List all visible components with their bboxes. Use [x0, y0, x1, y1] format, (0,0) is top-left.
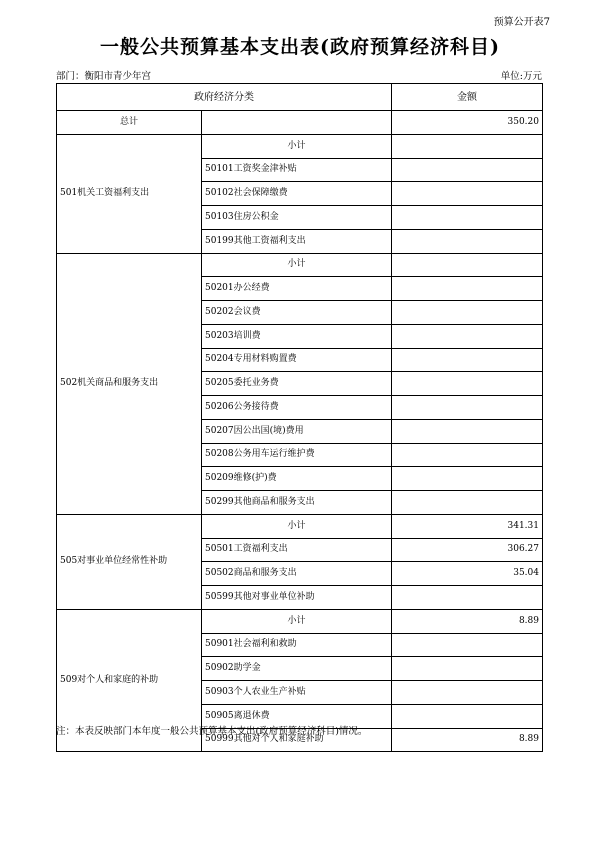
amount-cell — [392, 633, 543, 657]
page-title: 一般公共预算基本支出表(政府预算经济科目) — [100, 36, 500, 58]
amount-cell — [392, 467, 543, 491]
item-label-cell: 50903个人农业生产补贴 — [202, 681, 392, 705]
amount-cell — [392, 301, 543, 325]
header-amount: 金额 — [392, 84, 543, 111]
amount-cell — [392, 206, 543, 230]
total-row — [57, 111, 543, 135]
amount-cell — [392, 372, 543, 396]
amount-cell — [392, 396, 543, 420]
department-label: 部门：衡阳市青少年宫 — [56, 71, 152, 82]
amount-cell — [392, 657, 543, 681]
amount-cell — [392, 419, 543, 443]
item-label-cell: 50199其他工资福利支出 — [202, 229, 392, 253]
item-label-cell: 50999其他对个人和家庭补助 — [202, 728, 392, 752]
item-label-cell: 50901社会福利和救助 — [202, 633, 392, 657]
item-label-cell: 50502商品和服务支出 — [202, 562, 392, 586]
item-label-cell: 50209维修(护)费 — [202, 467, 392, 491]
subtotal-label-cell: 小计 — [202, 253, 392, 277]
item-label-cell: 50103住房公积金 — [202, 206, 392, 230]
item-label-cell: 50206公务接待费 — [202, 396, 392, 420]
item-label-cell: 50101工资奖金津补贴 — [202, 158, 392, 182]
item-label-cell: 50902助学金 — [202, 657, 392, 681]
amount-cell — [392, 324, 543, 348]
item-label-cell: 50102社会保障缴费 — [202, 182, 392, 206]
total-value: 350.20 — [392, 111, 543, 135]
amount-cell — [392, 134, 543, 158]
total-label: 总计 — [57, 111, 202, 135]
item-label-cell: 50207因公出国(境)费用 — [202, 419, 392, 443]
table-number-label: 预算公开表7 — [493, 17, 550, 28]
item-label-cell: 50208公务用车运行维护费 — [202, 443, 392, 467]
item-label-cell: 50201办公经费 — [202, 277, 392, 301]
footnote: 注：本表反映部门本年度一般公共预算基本支出(政府预算经济科目)情况。 — [56, 726, 368, 737]
item-label-cell: 50501工资福利支出 — [202, 538, 392, 562]
amount-cell — [392, 443, 543, 467]
amount-cell — [392, 182, 543, 206]
subtotal-label-cell: 小计 — [202, 514, 392, 538]
item-label-cell: 50599其他对事业单位补助 — [202, 586, 392, 610]
amount-cell — [392, 704, 543, 728]
header-row — [57, 84, 543, 111]
item-label-cell: 50205委托业务费 — [202, 372, 392, 396]
amount-cell — [392, 348, 543, 372]
group-name-cell: 501机关工资福利支出 — [57, 134, 202, 253]
group-name-cell: 505对事业单位经常性补助 — [57, 514, 202, 609]
item-label-cell: 50204专用材料购置费 — [202, 348, 392, 372]
amount-cell: 341.31 — [392, 514, 543, 538]
subtotal-label-cell: 小计 — [202, 609, 392, 633]
group-name-cell: 509对个人和家庭的补助 — [57, 609, 202, 752]
header-category: 政府经济分类 — [57, 84, 392, 111]
item-label-cell: 50202会议费 — [202, 301, 392, 325]
item-label-cell: 50203培训费 — [202, 324, 392, 348]
table-row — [57, 609, 543, 633]
amount-cell — [392, 681, 543, 705]
item-label-cell: 50299其他商品和服务支出 — [202, 491, 392, 515]
amount-cell — [392, 253, 543, 277]
table-row — [57, 134, 543, 158]
amount-cell — [392, 229, 543, 253]
amount-cell — [392, 586, 543, 610]
amount-cell: 8.89 — [392, 728, 543, 752]
amount-cell — [392, 158, 543, 182]
amount-cell: 8.89 — [392, 609, 543, 633]
item-label-cell: 50905离退休费 — [202, 704, 392, 728]
amount-cell — [392, 491, 543, 515]
amount-cell — [392, 277, 543, 301]
unit-label: 单位:万元 — [500, 71, 542, 82]
amount-cell: 306.27 — [392, 538, 543, 562]
expenditure-table — [56, 83, 543, 752]
group-name-cell: 502机关商品和服务支出 — [57, 253, 202, 514]
table-row — [57, 514, 543, 538]
table-row — [57, 253, 543, 277]
subtotal-label-cell: 小计 — [202, 134, 392, 158]
amount-cell: 35.04 — [392, 562, 543, 586]
total-blank-cell — [202, 111, 392, 135]
